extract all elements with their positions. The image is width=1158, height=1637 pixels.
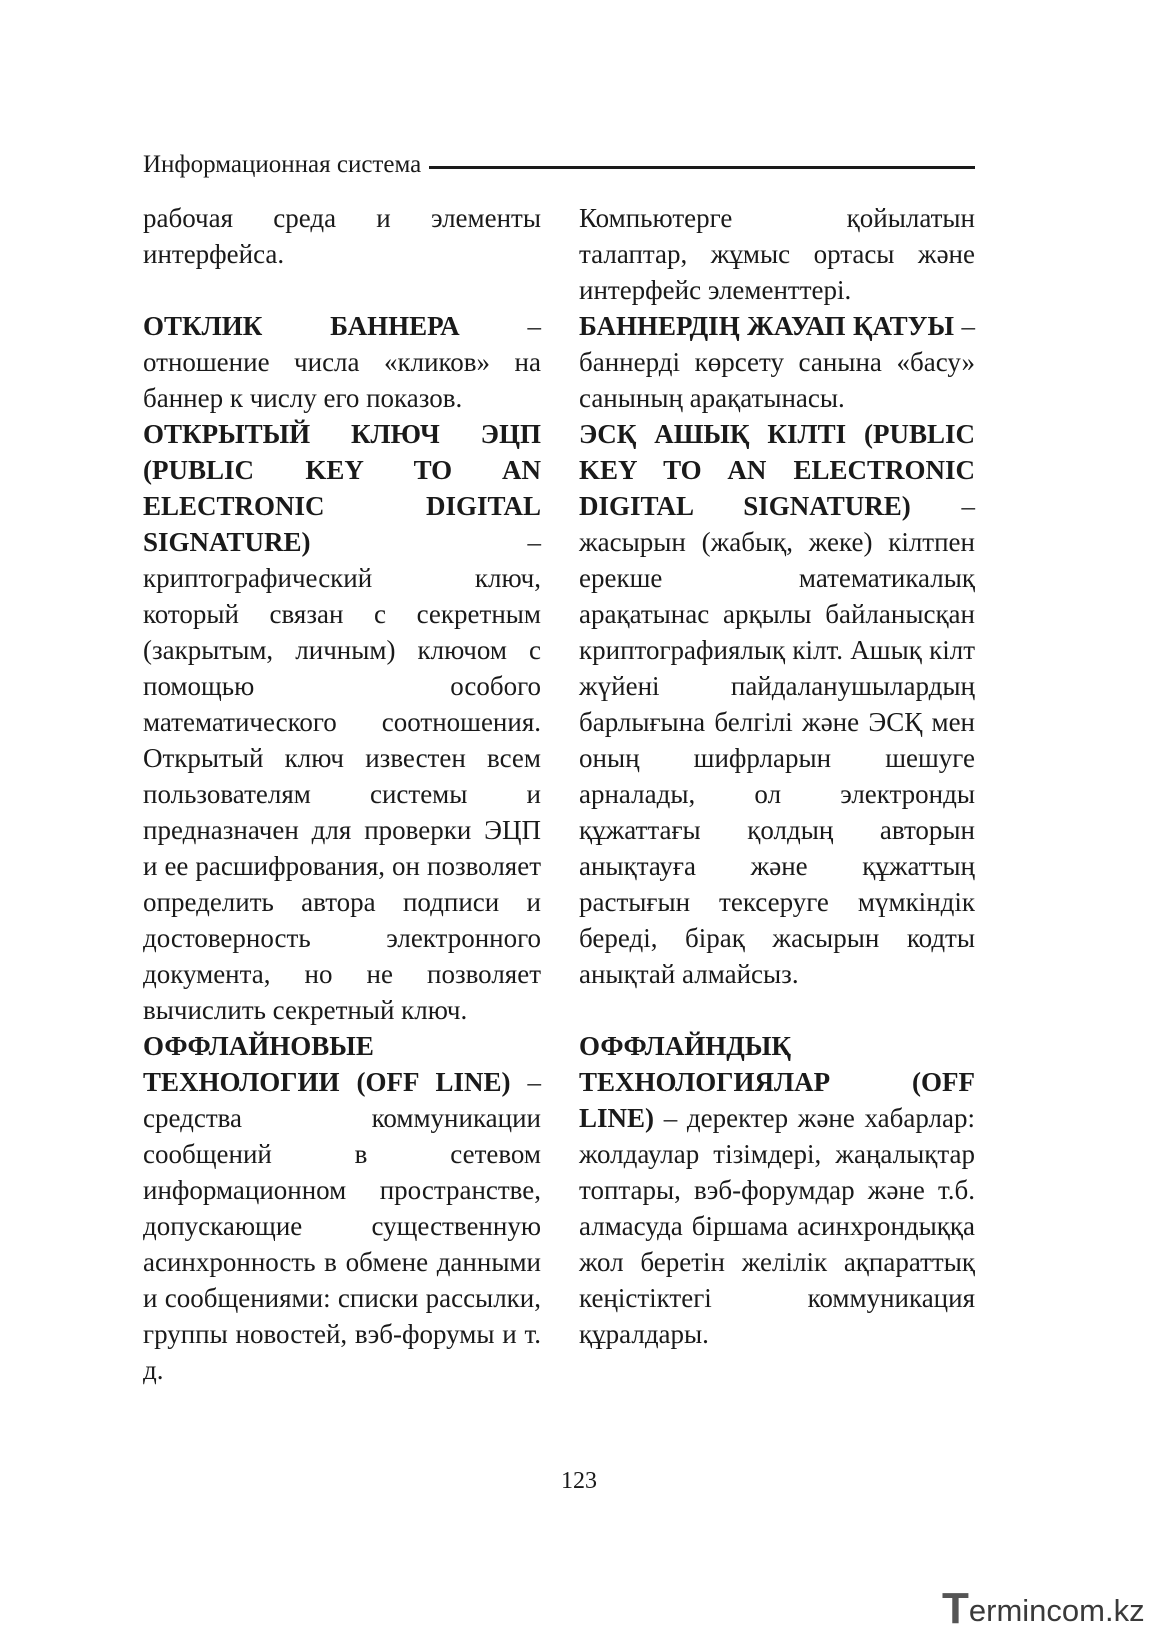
entry-body: Компьютерге қойылатын талаптар, жұмыс ортасы және интерфейс элементтері. bbox=[579, 203, 975, 305]
entry-term: ОФФЛАЙНДЫҚ ТЕХНОЛОГИЯЛАР (OFF LINE) bbox=[579, 1031, 975, 1133]
entry-public-key bbox=[143, 416, 541, 1028]
header-rule bbox=[429, 166, 975, 169]
entry-term: ОФФЛАЙНОВЫЕ ТЕХНОЛОГИИ (OFF LINE) bbox=[143, 1031, 511, 1097]
entry-term: БАННЕРДІҢ ЖАУАП ҚАТУЫ bbox=[579, 311, 955, 341]
entry-body: – деректер және хабарлар: жолдаулар тізімдері, жаңалықтар топтары, вэб-форумдар және т.б. алмасуда біршама асинхрондыққа жол беретін желілік ақпараттық кеңістіктегі коммуникация құралдары. bbox=[579, 1103, 975, 1349]
watermark-logo bbox=[942, 1584, 1145, 1633]
entry-banner-response bbox=[143, 308, 541, 416]
watermark-text: ermincom.kz bbox=[968, 1593, 1145, 1628]
left-column-russian bbox=[143, 200, 541, 1388]
entry-body: рабочая среда и элементы интерфейса. bbox=[143, 203, 541, 269]
entry-public-key bbox=[579, 416, 975, 992]
entry-body: – криптографический ключ, который связан с секретным (закрытым, личным) ключом с помощью особого математического соотношения. Открытый ключ известен всем пользователям системы и предназначен для проверки ЭЦП и ее расшифрования, он позволяет определить автора подписи и достоверность электронного документа, но не позволяет вычислить секретный ключ. bbox=[143, 527, 541, 1025]
entry-banner-response bbox=[579, 308, 975, 416]
right-column-kazakh bbox=[579, 200, 975, 1352]
entry-term: ЭСҚ АШЫҚ КІЛТІ (PUBLIC KEY TO AN ELECTRONIC DIGITAL SIGNATURE) bbox=[579, 419, 975, 521]
watermark-letter: T bbox=[942, 1584, 969, 1633]
page-number: 123 bbox=[561, 1468, 597, 1494]
entry-body: – отношение числа «кликов» на баннер к числу его показов. bbox=[143, 311, 542, 413]
entry-term: ОТКРЫТЫЙ КЛЮЧ ЭЦП (PUBLIC KEY TO AN ELECTRONIC DIGITAL SIGNATURE) bbox=[143, 419, 541, 557]
entry-offline-tech bbox=[143, 1028, 541, 1388]
entry-gap bbox=[143, 272, 541, 308]
entry-gap bbox=[579, 992, 975, 1028]
entry-body: – средства коммуникации сообщений в сетевом информационном пространстве, допускающие существенную асинхронность в обмене данными и сообщениями: списки рассылки, группы новостей, вэб-форумы и т. д. bbox=[143, 1067, 542, 1385]
entry-continuation bbox=[143, 200, 541, 272]
entry-body: – жасырын (жабық, жеке) кілтпен ерекше математикалық арақатынас арқылы байланысқан криптографиялық кілт. Ашық кілт жүйені пайдаланушылардың барлығына белгілі және ЭСҚ мен оның шифрларын шешуге арналады, ол электронды құжаттағы қолдың авторын анықтауға және құжаттың растығын тексеруге мүмкіндік береді, бірақ жасырын кодты анықтай алмайсыз. bbox=[579, 491, 975, 989]
entry-offline-tech bbox=[579, 1028, 975, 1352]
entry-continuation bbox=[579, 200, 975, 308]
running-header bbox=[143, 148, 975, 182]
entry-body: – баннерді көрсету санына «басу» санының арақатынасы. bbox=[579, 311, 975, 413]
entry-term: ОТКЛИК БАННЕРА bbox=[143, 311, 460, 341]
running-header-title: Информационная система bbox=[143, 151, 422, 178]
